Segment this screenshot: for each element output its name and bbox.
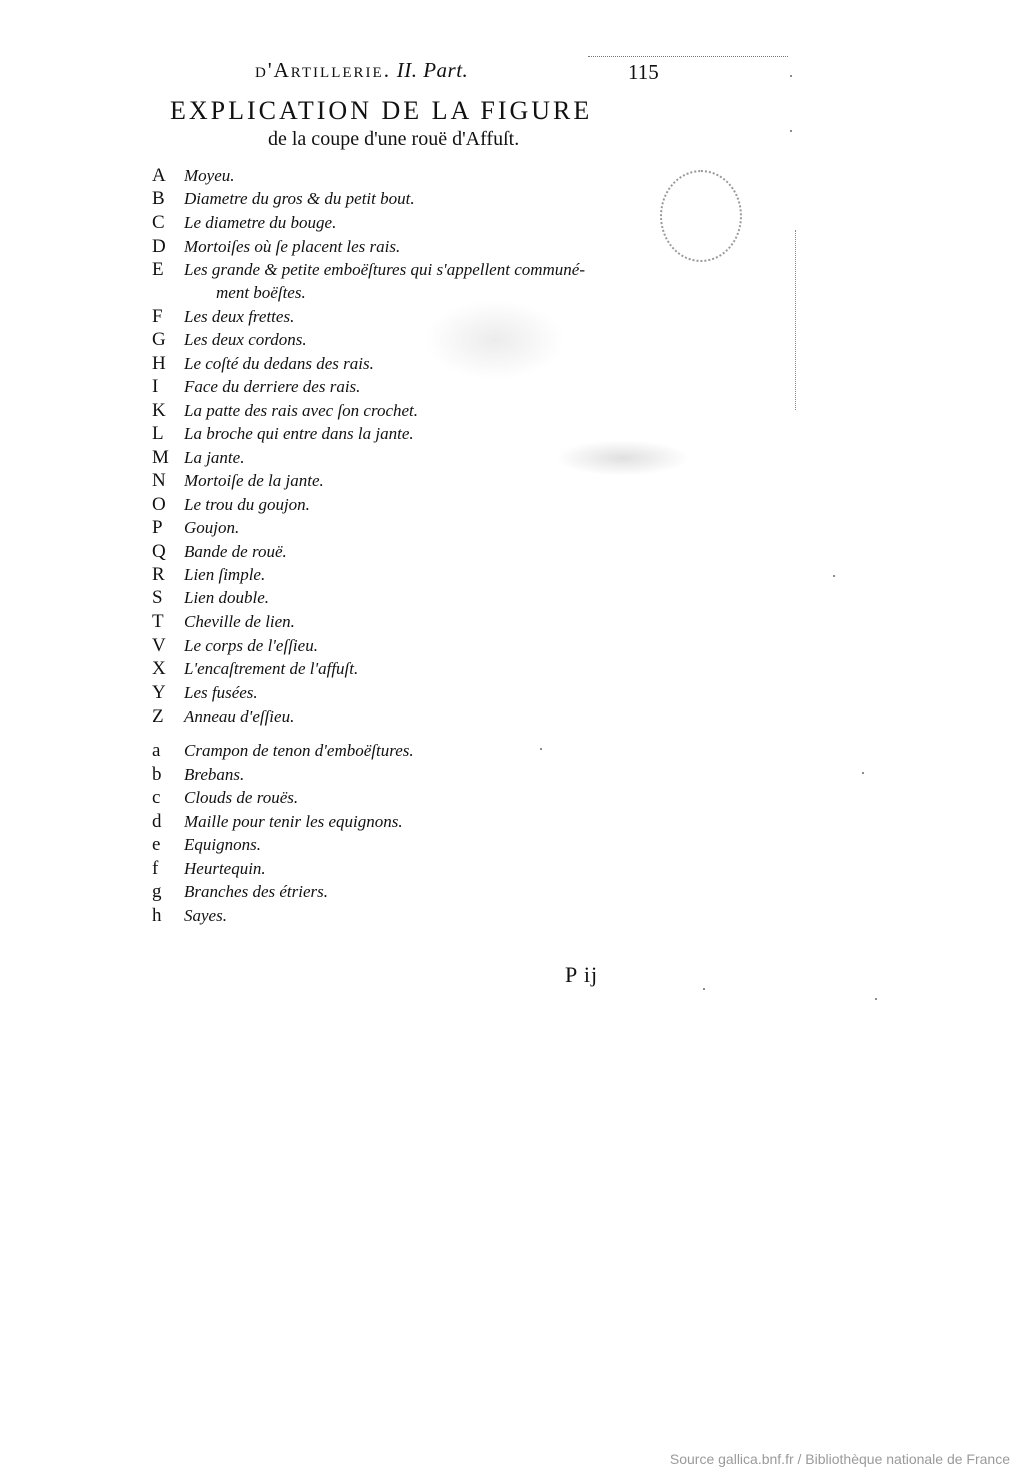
- legend-description: L'encaſtrement de l'affuſt.: [184, 659, 359, 678]
- legend-letter: G: [152, 329, 166, 350]
- legend-entry: [152, 236, 400, 258]
- legend-letter: Z: [152, 706, 164, 727]
- legend-letter: h: [152, 905, 162, 926]
- legend-letter: L: [152, 423, 164, 444]
- top-rule: [588, 56, 788, 57]
- legend-entry: [152, 376, 360, 398]
- scan-speck: [875, 998, 877, 1000]
- legend-letter: T: [152, 611, 164, 632]
- scan-smudge: [425, 300, 565, 380]
- legend-description: Mortoiſe de la jante.: [184, 471, 324, 490]
- legend-description: Anneau d'eſſieu.: [184, 707, 295, 726]
- legend-entry: [152, 611, 295, 633]
- legend-letter: A: [152, 165, 166, 186]
- legend-entry: [152, 658, 358, 680]
- legend-description: La jante.: [184, 448, 245, 467]
- legend-letter: I: [152, 376, 159, 397]
- legend-description: Le diametre du bouge.: [184, 213, 337, 232]
- legend-entry: [152, 517, 239, 539]
- scan-speck: [790, 75, 792, 77]
- legend-description: Sayes.: [184, 906, 227, 925]
- legend-letter: D: [152, 236, 166, 257]
- legend-entry: [152, 587, 269, 609]
- legend-description: Cheville de lien.: [184, 612, 295, 631]
- legend-letter: M: [152, 447, 169, 468]
- legend-entry: [152, 212, 336, 234]
- legend-entry: [152, 858, 266, 880]
- legend-entry: [152, 635, 318, 657]
- margin-rule: [795, 230, 796, 410]
- legend-description: Les deux frettes.: [184, 307, 295, 326]
- legend-entry: [152, 423, 414, 445]
- signature-mark: P ij: [565, 962, 599, 987]
- legend-description: Branches des étriers.: [184, 882, 329, 901]
- legend-description: Lien double.: [184, 588, 269, 607]
- scan-smudge: [660, 170, 742, 262]
- legend-description: Mortoiſes où ſe placent les rais.: [184, 237, 401, 256]
- legend-letter: g: [152, 881, 162, 902]
- legend-description: Equignons.: [184, 835, 261, 854]
- legend-description: La broche qui entre dans la jante.: [184, 424, 414, 443]
- legend-description: Lien ſimple.: [184, 565, 266, 584]
- legend-letter: F: [152, 306, 163, 327]
- scan-smudge: [555, 440, 690, 476]
- legend-entry: [152, 834, 261, 856]
- legend-letter: f: [152, 858, 159, 879]
- legend-entry: [152, 400, 418, 422]
- legend-entry: [152, 787, 298, 809]
- legend-entry: [152, 494, 310, 516]
- legend-entry: [152, 881, 328, 903]
- legend-description: Crampon de tenon d'emboëſtures.: [184, 741, 414, 760]
- legend-entry: [152, 541, 287, 563]
- legend-entry: [152, 682, 258, 704]
- legend-letter: c: [152, 787, 161, 808]
- legend-letter: C: [152, 212, 165, 233]
- legend-letter: d: [152, 811, 162, 832]
- legend-description: Brebans.: [184, 765, 245, 784]
- legend-entry: [152, 259, 585, 281]
- legend-description: Heurtequin.: [184, 859, 266, 878]
- legend-description: Goujon.: [184, 518, 240, 537]
- scan-speck: [790, 130, 792, 132]
- legend-entry: [152, 706, 294, 728]
- legend-letter: e: [152, 834, 161, 855]
- legend-entry: [152, 165, 235, 187]
- legend-entry: [152, 564, 265, 586]
- legend-description: Les fusées.: [184, 683, 258, 702]
- legend-entry: [152, 188, 415, 210]
- scan-speck: [833, 575, 835, 577]
- page-title: EXPLICATION DE LA FIGURE: [170, 96, 593, 125]
- scan-speck: [540, 748, 542, 750]
- legend-entry: [152, 764, 244, 786]
- legend-entry: [152, 470, 324, 492]
- legend-letter: R: [152, 564, 165, 585]
- legend-description: Clouds de rouës.: [184, 788, 299, 807]
- legend-description: Bande de rouë.: [184, 542, 287, 561]
- page-number: 115: [628, 60, 659, 84]
- running-head: [255, 58, 468, 83]
- legend-description: Moyeu.: [184, 166, 235, 185]
- legend-description: La patte des rais avec ſon crochet.: [184, 401, 419, 420]
- legend-description: Le corps de l'eſſieu.: [184, 636, 318, 655]
- legend-description: Diametre du gros & du petit bout.: [184, 189, 415, 208]
- legend-description-continuation: ment boëſtes.: [216, 283, 306, 302]
- scan-speck: [862, 772, 864, 774]
- legend-entry: [152, 905, 227, 927]
- legend-letter: B: [152, 188, 165, 209]
- legend-letter: N: [152, 470, 166, 491]
- legend-description: Maille pour tenir les equignons.: [184, 812, 403, 831]
- legend-description: Face du derriere des rais.: [184, 377, 361, 396]
- legend-entry: [152, 306, 294, 328]
- legend-letter: Y: [152, 682, 166, 703]
- legend-entry: [152, 740, 414, 762]
- legend-letter: S: [152, 587, 163, 608]
- legend-description: Les deux cordons.: [184, 330, 307, 349]
- legend-letter: X: [152, 658, 166, 679]
- legend-description: Les grande & petite emboëſtures qui s'appellent communé-: [184, 260, 586, 279]
- legend-description: Le trou du goujon.: [184, 495, 310, 514]
- legend-letter: P: [152, 517, 163, 538]
- legend-entry: [152, 447, 244, 469]
- running-head-part: II. Part.: [396, 58, 469, 82]
- legend-letter: b: [152, 764, 162, 785]
- legend-entry: [152, 353, 374, 375]
- legend-letter: V: [152, 635, 166, 656]
- scan-speck: [703, 988, 705, 990]
- legend-letter: E: [152, 259, 164, 280]
- source-footer: Source gallica.bnf.fr / Bibliothèque nationale de France: [669, 1451, 1010, 1467]
- legend-letter: O: [152, 494, 166, 515]
- running-head-title: d'Artillerie.: [255, 58, 391, 82]
- legend-letter: K: [152, 400, 166, 421]
- legend-letter: a: [152, 740, 161, 761]
- legend-entry: [152, 329, 307, 351]
- page-subtitle: de la coupe d'une rouë d'Affuſt.: [268, 128, 520, 150]
- legend-entry: [152, 811, 403, 833]
- legend-letter: H: [152, 353, 166, 374]
- legend-letter: Q: [152, 541, 166, 562]
- legend-description: Le coſté du dedans des rais.: [184, 354, 374, 373]
